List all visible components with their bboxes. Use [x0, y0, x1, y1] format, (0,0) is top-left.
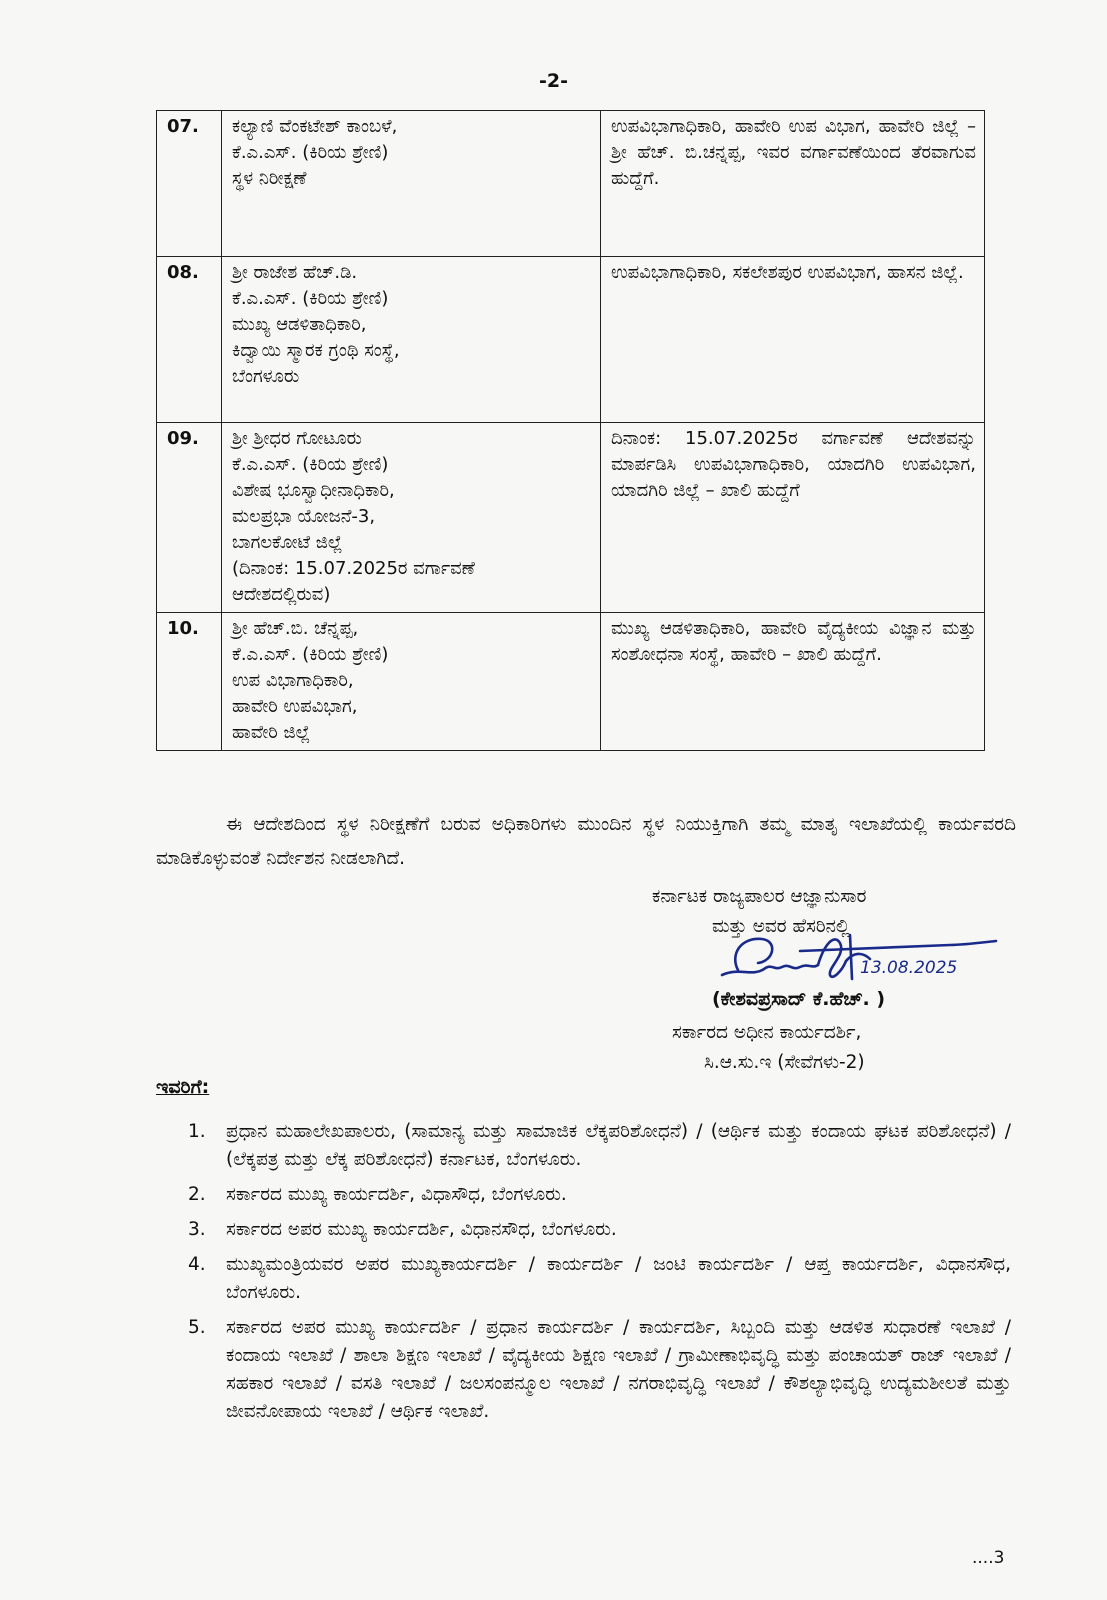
table-row: [157, 257, 985, 423]
signature-date: 13.08.2025: [860, 958, 958, 978]
table-row: [157, 613, 985, 751]
recipients-list: [156, 1118, 1011, 1433]
table-row: [157, 111, 985, 257]
signatory-designation: [672, 1018, 865, 1078]
officer-line: ಕಲ್ಯಾಣಿ ವೆಂಕಟೇಶ್ ಕಾಂಬಳೆ,: [232, 116, 398, 137]
officer-line: ಕಿದ್ವಾಯಿ ಸ್ಮಾರಕ ಗ್ರಂಥಿ ಸಂಸ್ಥೆ,: [232, 340, 400, 361]
list-item: [156, 1251, 1011, 1307]
officer-line: ಶ್ರೀ ರಾಜೇಶ ಹೆಚ್.ಡಿ.: [232, 262, 358, 283]
item-number: 5.: [188, 1317, 206, 1338]
officer-line: ಶ್ರೀ ಹೆಚ್.ಬಿ. ಚೆನ್ನಪ್ಪ,: [232, 618, 359, 639]
item-text: ಸರ್ಕಾರದ ಮುಖ್ಯ ಕಾರ್ಯದರ್ಶಿ, ವಿಧಾಸೌಧ, ಬೆಂಗಳೂರು.: [226, 1184, 567, 1205]
list-item: [156, 1118, 1011, 1174]
officer-details: [222, 423, 601, 613]
item-number: 2.: [188, 1184, 206, 1205]
table-row: [157, 423, 985, 613]
row-number: 08.: [157, 257, 222, 423]
posting-text: ಉಪವಿಭಾಗಾಧಿಕಾರಿ, ಹಾವೇರಿ ಉಪ ವಿಭಾಗ, ಹಾವೇರಿ ಜಿಲ್ಲೆ – ಶ್ರೀ ಹೆಚ್. ಬಿ.ಚನ್ನಪ್ಪ, ಇವರ ವರ್ಗಾವಣೆಯಿಂದ ತೆರವಾಗುವ ಹುದ್ದೆಗೆ.: [611, 116, 976, 189]
officer-details: [222, 111, 601, 257]
posting-details: [601, 613, 985, 751]
instruction-paragraph: ಈ ಆದೇಶದಿಂದ ಸ್ಥಳ ನಿರೀಕ್ಷಣೆಗೆ ಬರುವ ಅಧಿಕಾರಿಗಳು ಮುಂದಿನ ಸ್ಥಳ ನಿಯುಕ್ತಿಗಾಗಿ ತಮ್ಮ ಮಾತೃ ಇಲಾಖೆಯಲ್ಲಿ ಕಾರ್ಯವರದಿ ಮಾಡಿಕೊಳ್ಳುವಂತೆ ನಿರ್ದೇಶನ ನೀಡಲಾಗಿದೆ.: [156, 814, 1016, 869]
posting-text: ಮುಖ್ಯ ಆಡಳಿತಾಧಿಕಾರಿ, ಹಾವೇರಿ ವೈದ್ಯಕೀಯ ವಿಜ್ಞಾನ ಮತ್ತು ಸಂಶೋಧನಾ ಸಂಸ್ಥೆ, ಹಾವೇರಿ – ಖಾಲಿ ಹುದ್ದೆಗೆ.: [611, 618, 976, 665]
posting-details: [601, 111, 985, 257]
list-item: [156, 1181, 1011, 1209]
officer-line: ಬಾಗಲಕೋಟೆ ಜಿಲ್ಲೆ: [232, 532, 343, 553]
posting-details: [601, 423, 985, 613]
signatory-name: (ಕೇಶವಪ್ರಸಾದ್ ಕೆ.ಹೆಚ್. ): [712, 988, 886, 1010]
officer-line: ಮಲಪ್ರಭಾ ಯೋಜನೆ-3,: [232, 506, 376, 527]
item-text: ಸರ್ಕಾರದ ಅಪರ ಮುಖ್ಯ ಕಾರ್ಯದರ್ಶಿ / ಪ್ರಧಾನ ಕಾರ್ಯದರ್ಶಿ / ಕಾರ್ಯದರ್ಶಿ, ಸಿಬ್ಬಂದಿ ಮತ್ತು ಆಡಳಿತ ಸುಧಾರಣೆ ಇಲಾಖೆ / ಕಂದಾಯ ಇಲಾಖೆ / ಶಾಲಾ ಶಿಕ್ಷಣ ಇಲಾಖೆ / ವೈದ್ಯಕೀಯ ಶಿಕ್ಷಣ ಇಲಾಖೆ / ಗ್ರಾಮೀಣಾಭಿವೃದ್ಧಿ ಮತ್ತು ಪಂಚಾಯತ್ ರಾಜ್ ಇಲಾಖೆ / ಸಹಕಾರ ಇಲಾಖೆ / ವಸತಿ ಇಲಾಖೆ / ಜಲಸಂಪನ್ಮೂಲ ಇಲಾಖೆ / ನಗರಾಭಿವೃದ್ಧಿ ಇಲಾಖೆ / ಕೌಶಲ್ಯಾಭಿವೃದ್ಧಿ ಉದ್ಯಮಶೀಲತೆ ಮತ್ತು ಜೀವನೋಪಾಯ ಇಲಾಖೆ / ಆರ್ಥಿಕ ಇಲಾಖೆ.: [226, 1317, 1011, 1422]
authority-line: ಮತ್ತು ಅವರ ಹೆಸರಿನಲ್ಲಿ: [712, 916, 850, 937]
officer-line: ಕೆ.ಎ.ಎಸ್. (ಕಿರಿಯ ಶ್ರೇಣಿ): [232, 142, 389, 163]
officer-line: ಮುಖ್ಯ ಆಡಳಿತಾಧಿಕಾರಿ,: [232, 314, 367, 335]
officer-line: ಕೆ.ಎ.ಎಸ್. (ಕಿರಿಯ ಶ್ರೇಣಿ): [232, 454, 389, 475]
row-number: 10.: [157, 613, 222, 751]
officer-line: ಹಾವೇರಿ ಉಪವಿಭಾಗ,: [232, 696, 358, 717]
item-text: ಪ್ರಧಾನ ಮಹಾಲೇಖಪಾಲರು, (ಸಾಮಾನ್ಯ ಮತ್ತು ಸಾಮಾಜಿಕ ಲೆಕ್ಕಪರಿಶೋಧನೆ) / (ಆರ್ಥಿಕ ಮತ್ತು ಕಂದಾಯ ಘಟಕ ಪರಿಶೋಧನೆ) / (ಲೆಕ್ಕಪತ್ರ ಮತ್ತು ಲೆಕ್ಕ ಪರಿಶೋಧನೆ) ಕರ್ನಾಟಕ, ಬೆಂಗಳೂರು.: [226, 1121, 1011, 1170]
officer-line: ಆದೇಶದಲ್ಲಿರುವ): [232, 584, 331, 605]
item-text: ಸರ್ಕಾರದ ಅಪರ ಮುಖ್ಯ ಕಾರ್ಯದರ್ಶಿ, ವಿಧಾನಸೌಧ, ಬೆಂಗಳೂರು.: [226, 1219, 617, 1240]
recipients-heading: ಇವರಿಗೆ:: [156, 1076, 210, 1098]
item-number: 3.: [188, 1219, 206, 1240]
officer-line: ಬೆಂಗಳೂರು: [232, 366, 300, 387]
officer-details: [222, 613, 601, 751]
designation-line: ಸರ್ಕಾರದ ಅಧೀನ ಕಾರ್ಯದರ್ಶಿ,: [672, 1022, 862, 1043]
list-item: [156, 1216, 1011, 1244]
officer-line: ವಿಶೇಷ ಭೂಸ್ವಾಧೀನಾಧಿಕಾರಿ,: [232, 480, 395, 501]
continuation-marker: ....3: [972, 1548, 1005, 1568]
posting-text: ದಿನಾಂಕ: 15.07.2025ರ ವರ್ಗಾವಣೆ ಆದೇಶವನ್ನು ಮಾರ್ಪಡಿಸಿ ಉಪವಿಭಾಗಾಧಿಕಾರಿ, ಯಾದಗಿರಿ ಉಪವಿಭಾಗ, ಯಾದಗಿರಿ ಜಿಲ್ಲೆ – ಖಾಲಿ ಹುದ್ದೆಗೆ: [611, 428, 976, 501]
row-number: 07.: [157, 111, 222, 257]
officer-line: ಕೆ.ಎ.ಎಸ್. (ಕಿರಿಯ ಶ್ರೇಣಿ): [232, 644, 389, 665]
officer-details: [222, 257, 601, 423]
item-text: ಮುಖ್ಯಮಂತ್ರಿಯವರ ಅಪರ ಮುಖ್ಯಕಾರ್ಯದರ್ಶಿ / ಕಾರ್ಯದರ್ಶಿ / ಜಂಟಿ ಕಾರ್ಯದರ್ಶಿ / ಆಪ್ತ ಕಾರ್ಯದರ್ಶಿ, ವಿಧಾನಸೌಧ, ಬೆಂಗಳೂರು.: [226, 1254, 1011, 1303]
officer-line: ಸ್ಥಳ ನಿರೀಕ್ಷಣೆ: [232, 168, 307, 189]
designation-line: ಸಿ.ಆ.ಸು.ಇ (ಸೇವೆಗಳು-2): [704, 1052, 865, 1073]
posting-details: [601, 257, 985, 423]
authority-line: ಕರ್ನಾಟಕ ರಾಜ್ಯಪಾಲರ ಆಜ್ಞಾನುಸಾರ: [652, 886, 867, 907]
page-number: -2-: [539, 70, 568, 92]
officer-line: ಉಪ ವಿಭಾಗಾಧಿಕಾರಿ,: [232, 670, 354, 691]
officer-line: ಶ್ರೀ ಶ್ರೀಧರ ಗೋಟೂರು: [232, 428, 362, 449]
handwritten-signature: [700, 915, 1000, 995]
transfer-table: [156, 110, 985, 751]
list-item: [156, 1314, 1011, 1426]
officer-line: ಕೆ.ಎ.ಎಸ್. (ಕಿರಿಯ ಶ್ರೇಣಿ): [232, 288, 389, 309]
row-number: 09.: [157, 423, 222, 613]
item-number: 1.: [188, 1121, 206, 1142]
officer-line: ಹಾವೇರಿ ಜಿಲ್ಲೆ: [232, 722, 311, 743]
posting-text: ಉಪವಿಭಾಗಾಧಿಕಾರಿ, ಸಕಲೇಶಪುರ ಉಪವಿಭಾಗ, ಹಾಸನ ಜಿಲ್ಲೆ.: [611, 262, 964, 283]
item-number: 4.: [188, 1254, 206, 1275]
officer-line: (ದಿನಾಂಕ: 15.07.2025ರ ವರ್ಗಾವಣೆ: [232, 558, 475, 579]
